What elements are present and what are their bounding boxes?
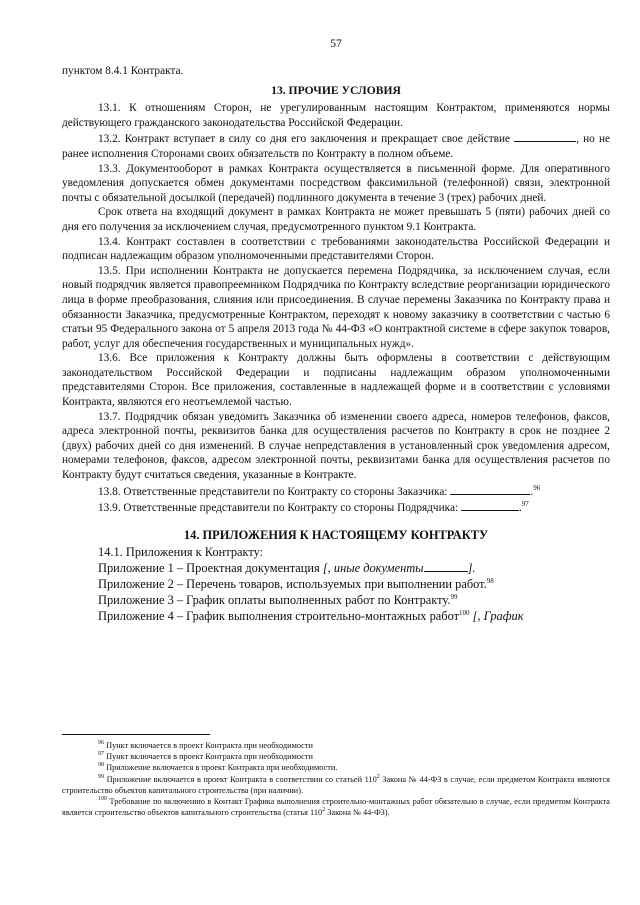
clause-13-6: 13.6. Все приложения к Контракту должны быть оформлены в соответствии с действующим законодательством Российской Федерации и подписаны надлежащим образом уполномоченными представителями Сторон. Все приложения, составленные в надлежащей форме и в соответствии с условиями Контракта, являются его неотъемлемой частью. [62,352,610,409]
footnote-text: Пункт включается в проект Контракта при необходимости [104,741,313,750]
clause-13-8 [62,483,610,500]
clause-13-8-text: 13.8. Ответственные представители по Контракту со стороны Заказчика: [98,485,451,498]
footnote-superscript: 2 [322,807,326,814]
footnote-num: 100 [98,796,107,803]
footnote-text: Требование по включению в Контакт Графика выполнения строительно-монтажных работ обязательно в случае, если предметом Контракта является строительство объектов капитального строительства (статья 110 [62,797,610,818]
footnote-num: 97 [98,751,104,758]
section-14-title: 14. ПРИЛОЖЕНИЯ К НАСТОЯЩЕМУ КОНТРАКТУ [183,527,489,542]
clause-13-8-blank [450,483,530,495]
clause-13-5: 13.5. При исполнении Контракта не допускается перемена Подрядчика, за исключением случая, если новый подрядчик является правопреемником Подрядчика по Контракту вследствие реорганизации юридического лица в форме преобразования, слияния или присоединения. В случае перемены Заказчика по Контракту права и обязанности Заказчика, предусмотренные Контрактом, переходят к новому заказчику в соответствии с частью 6 статьи 95 Федерального закона от 5 апреля 2013 года № 44-ФЗ «О контрактной системе в сфере закупок товаров, работ, услуг для обеспечения государственных и муниципальных нужд». [62,264,610,350]
appendix-1 [62,560,610,576]
footnote-text: Приложение включается в проект Контракта при необходимости. [104,763,338,773]
clause-13-2-text-b: , но не ранее исполнения Сторонами своих обязательств по Контракту в полном объеме. [62,133,611,160]
footnote-ref-98: 98 [486,577,494,586]
clause-13-1: 13.1. К отношениям Сторон, не урегулированным настоящим Контрактом, применяются нормы действующего гражданского законодательства Российской Федерации. [62,102,610,129]
footnote-text-cont: Закона № 44-ФЗ в случае, если предметом Контракта являются строительство объектов капитального строительства (при наличии). [62,774,610,795]
footnote-100 [62,796,610,818]
clause-13-7: 13.7. Подрядчик обязан уведомить Заказчика об изменении своего адреса, номеров телефонов, факсов, адреса электронной почты, реквизитов банка для осуществления расчетов по Контракту в срок не позднее 2 (двух) рабочих дней со дня изменений. В случае непредставления в установленный срок уведомления адресом, номерами телефонов, факсов, адресом электронной почты, реквизитами банка для осуществления расчетов по Контракту будут считаться сведения, указанные в Контракте. [62,410,610,482]
footnote-ref-99: 99 [450,593,458,602]
footnote-ref-97: 97 [521,500,529,509]
clause-13-9-period: . [518,502,522,515]
footnote-96 [62,740,610,751]
appendix-1-close: ]. [467,561,476,576]
clause-13-2-blank [514,130,576,142]
page-number: 57 [330,38,342,50]
footnote-separator [62,734,210,735]
lead-line: пунктом 8.4.1 Контракта. [62,65,184,77]
footnote-num: 98 [98,762,104,769]
document-body [62,64,610,624]
appendix-4 [62,608,610,624]
clause-13-4: 13.4. Контракт составлен в соответствии с требованиями законодательства Российской Федерации и подписан надлежащим образом уполномоченными представителями Сторон. [62,235,610,263]
clause-13-9 [62,499,610,516]
appendix-2 [62,576,610,592]
footnote-num: 99 [98,773,104,780]
clause-13-9-blank [461,499,519,511]
footnote-text: Приложение включается в проект Контракта в соответствии со статьей 110 [104,774,377,784]
appendix-1-text: Приложение 1 – Проектная документация [98,561,323,576]
clause-13-8-period: . [530,485,534,498]
clause-13-9-text: 13.9. Ответственные представители по Контракту со стороны Подрядчика: [98,502,461,515]
footnote-ref-96: 96 [533,483,541,492]
footnote-97 [62,751,610,762]
appendix-1-blank [424,560,468,572]
footnote-text-cont: Закона № 44-ФЗ). [325,808,390,818]
appendix-4-text: Приложение 4 – График выполнения строительно-монтажных работ [98,609,460,624]
footnote-text: Пункт включается в проект Контракта при необходимости [104,752,313,762]
appendix-4-italic: [, График [469,609,524,624]
clause-13-2-text-a: 13.2. Контракт вступает в силу со дня его заключения и прекращает свое действие [98,133,515,146]
footnote-num: 96 [98,740,104,747]
footnote-ref-100: 100 [459,609,470,618]
appendix-1-italic: [, иные документы [322,561,424,576]
appendix-3-text: Приложение 3 – График оплаты выполненных работ по Контракту. [98,593,451,608]
footnote-98 [62,762,610,773]
footnotes [62,740,610,818]
clause-13-3: 13.3. Документооборот в рамках Контракта осуществляется в письменной форме. Для оперативного уведомления допускается обмен документами посредством факсимильной (телефонной) связи, электронной почты с обязательной досылкой (передачей) подлинного документа в течение 3 (трех) рабочих дней. [62,162,610,204]
clause-13-2 [62,130,610,161]
appendix-3 [62,592,610,608]
footnote-99 [62,774,610,796]
clause-13-3-response: Срок ответа на входящий документ в рамках Контракта не может превышать 5 (пяти) рабочих дней со дня его получения за исключением случая, предусмотренного пунктом 9.1 Контракта. [62,206,610,233]
appendix-2-text: Приложение 2 – Перечень товаров, используемых при выполнении работ. [98,577,487,592]
footnote-superscript: 2 [376,773,380,780]
clause-14-1: 14.1. Приложения к Контракту: [98,545,264,560]
section-13-title: 13. ПРОЧИЕ УСЛОВИЯ [271,83,401,97]
